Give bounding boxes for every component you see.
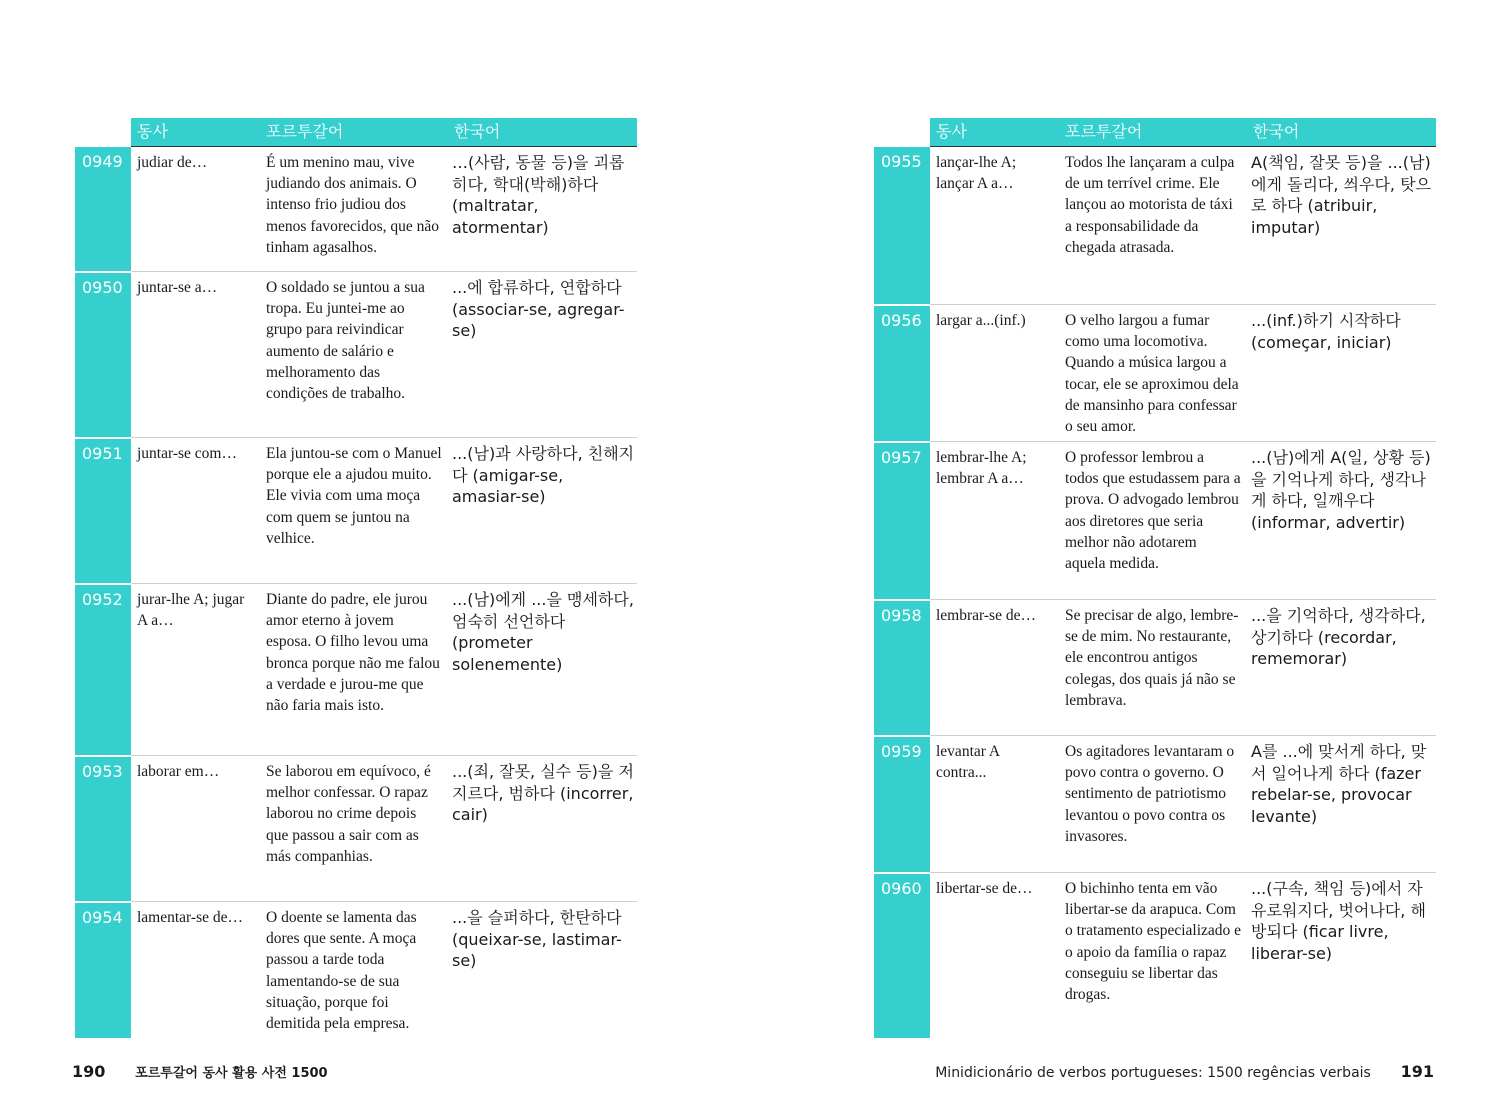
entry-korean: ...(구속, 책임 등)에서 자유로워지다, 벗어나다, 해방되다 (ficar livre, liberar-se): [1251, 879, 1426, 963]
entry-row: [874, 599, 1436, 735]
entry-verb: lembrar-lhe A; lembrar A a…: [936, 449, 1027, 488]
header-verb: 동사: [936, 122, 967, 141]
entry-example: Os agitadores levantaram o povo contra o governo. O sentimento de patriotismo levantou o povo contra os invasores.: [1065, 743, 1235, 845]
entry-korean: ...(남)과 사랑하다, 친해지다 (amigar-se, amasiar-se): [452, 444, 635, 506]
table-header: [874, 118, 1436, 147]
entry-verb: juntar-se a…: [137, 279, 218, 296]
entry-korean: A(책임, 잘못 등)을 ...(남)에게 돌리다, 씌우다, 탓으로 하다 (atribuir, imputar): [1251, 153, 1431, 237]
entry-example: O doente se lamenta das dores que sente. A moça passou a tarde toda lamentando-se de sua situação, porque foi demitida pela empresa.: [266, 909, 417, 1033]
entry-number: 0952: [75, 583, 131, 755]
entry-verb: laborar em…: [137, 763, 220, 780]
entry-row: [874, 147, 1436, 304]
entry-korean: ...(남)에게 ...을 맹세하다, 엄숙히 선언하다 (prometer solenemente): [452, 590, 634, 674]
left-page-number: 190: [72, 1062, 106, 1081]
entry-verb: lembrar-se de…: [936, 607, 1036, 624]
entry-verb: largar a...(inf.): [936, 312, 1026, 329]
entry-korean: ...(죄, 잘못, 실수 등)을 저지르다, 범하다 (incorrer, cair): [452, 762, 634, 824]
entry-number: 0955: [874, 147, 930, 304]
entry-korean: ...(inf.)하기 시작하다 (começar, iniciar): [1251, 311, 1401, 352]
entry-number: 0949: [75, 147, 131, 271]
entry-row: [75, 755, 637, 901]
entry-number: 0959: [874, 735, 930, 872]
right-page: [874, 118, 1436, 1038]
header-korean: 한국어: [454, 122, 501, 141]
entry-example: Se laborou em equívoco, é melhor confessar. O rapaz laborou no crime depois que passou a sair com as más companhias.: [266, 763, 431, 865]
right-page-number: 191: [1400, 1062, 1434, 1081]
header-korean: 한국어: [1253, 122, 1300, 141]
entry-number: 0958: [874, 599, 930, 735]
entry-row: [75, 583, 637, 755]
entry-korean: ...을 슬퍼하다, 한탄하다 (queixar-se, lastimar-se): [452, 908, 622, 970]
entry-verb: jurar-lhe A; jugar A a…: [137, 591, 245, 630]
entry-row: [75, 437, 637, 583]
entry-row: [75, 271, 637, 437]
entry-verb: lançar-lhe A; lançar A a…: [936, 154, 1017, 193]
entry-number: 0950: [75, 271, 131, 437]
header-portuguese: 포르투갈어: [266, 122, 344, 141]
entry-number: 0956: [874, 304, 930, 441]
entry-example: Ela juntou-se com o Manuel porque ele a ajudou muito. Ele vivia com uma moça com quem se juntou na velhice.: [266, 445, 442, 547]
entry-korean: ...에 합류하다, 연합하다 (associar-se, agregar-se): [452, 278, 625, 340]
entry-verb: judiar de…: [137, 154, 208, 171]
header-verb: 동사: [137, 122, 168, 141]
entry-row: [75, 147, 637, 271]
left-footer: [72, 1062, 328, 1082]
entry-example: O bichinho tenta em vão libertar-se da arapuca. Com o tratamento especializado e o apoio da família o rapaz conseguiu se libertar das drogas.: [1065, 880, 1242, 1004]
entry-example: Todos lhe lançaram a culpa de um terrível crime. Ele lançou ao motorista de táxi a responsabilidade da chegada atrasada.: [1065, 154, 1235, 256]
entry-number: 0960: [874, 872, 930, 1038]
left-page: [75, 118, 637, 1038]
entry-korean: …(사람, 동물 등)을 괴롭히다, 학대(박해)하다 (maltratar, atormentar): [452, 153, 625, 237]
entry-example: É um menino mau, vive judiando dos animais. O intenso frio judiou dos menos favorecidos, que não tinham agasalhos.: [266, 154, 440, 256]
entry-row: [874, 304, 1436, 441]
entry-row: [874, 735, 1436, 872]
entry-row: [874, 441, 1436, 599]
entry-row: [874, 872, 1436, 1038]
right-book-title: Minidicionário de verbos portugueses: 1500 regências verbais: [935, 1065, 1371, 1081]
entry-example: O soldado se juntou a sua tropa. Eu juntei-me ao grupo para reivindicar aumento de salário e melhoramento das condições de trabalho.: [266, 279, 425, 403]
entry-number: 0957: [874, 441, 930, 599]
entry-verb: juntar-se com…: [137, 445, 237, 462]
entry-korean: ...을 기억하다, 생각하다, 상기하다 (recordar, rememorar): [1251, 606, 1426, 668]
entry-verb: lamentar-se de…: [137, 909, 243, 926]
entry-example: Diante do padre, ele jurou amor eterno à jovem esposa. O filho levou uma bronca porque não me falou a verdade e jurou-me que não faria mais isto.: [266, 591, 440, 715]
entry-korean: ...(남)에게 A(일, 상황 등)을 기억나게 하다, 생각나게 하다, 일깨우다 (informar, advertir): [1251, 448, 1431, 532]
entry-example: O velho largou a fumar como uma locomotiva. Quando a música largou a tocar, ele se aproximou dela de mansinho para confessar o seu amor.: [1065, 312, 1239, 436]
entry-example: O professor lembrou a todos que estudassem para a prova. O advogado lembrou aos diretores que seria melhor não adotarem aquela medida.: [1065, 449, 1241, 573]
left-book-title: 포르투갈어 동사 활용 사전 1500: [135, 1066, 328, 1081]
entry-example: Se precisar de algo, lembre-se de mim. No restaurante, ele encontrou antigos colegas, dos quais já não se lembrava.: [1065, 607, 1239, 709]
entry-row: [75, 901, 637, 1038]
entry-korean: A를 ...에 맞서게 하다, 맞서 일어나게 하다 (fazer rebelar-se, provocar levante): [1251, 742, 1427, 826]
entry-verb: levantar A contra...: [936, 743, 1000, 782]
entry-number: 0954: [75, 901, 131, 1038]
header-portuguese: 포르투갈어: [1065, 122, 1143, 141]
right-footer: [935, 1062, 1434, 1082]
table-header: [75, 118, 637, 147]
entry-number: 0951: [75, 437, 131, 583]
entry-number: 0953: [75, 755, 131, 901]
entry-verb: libertar-se de…: [936, 880, 1033, 897]
